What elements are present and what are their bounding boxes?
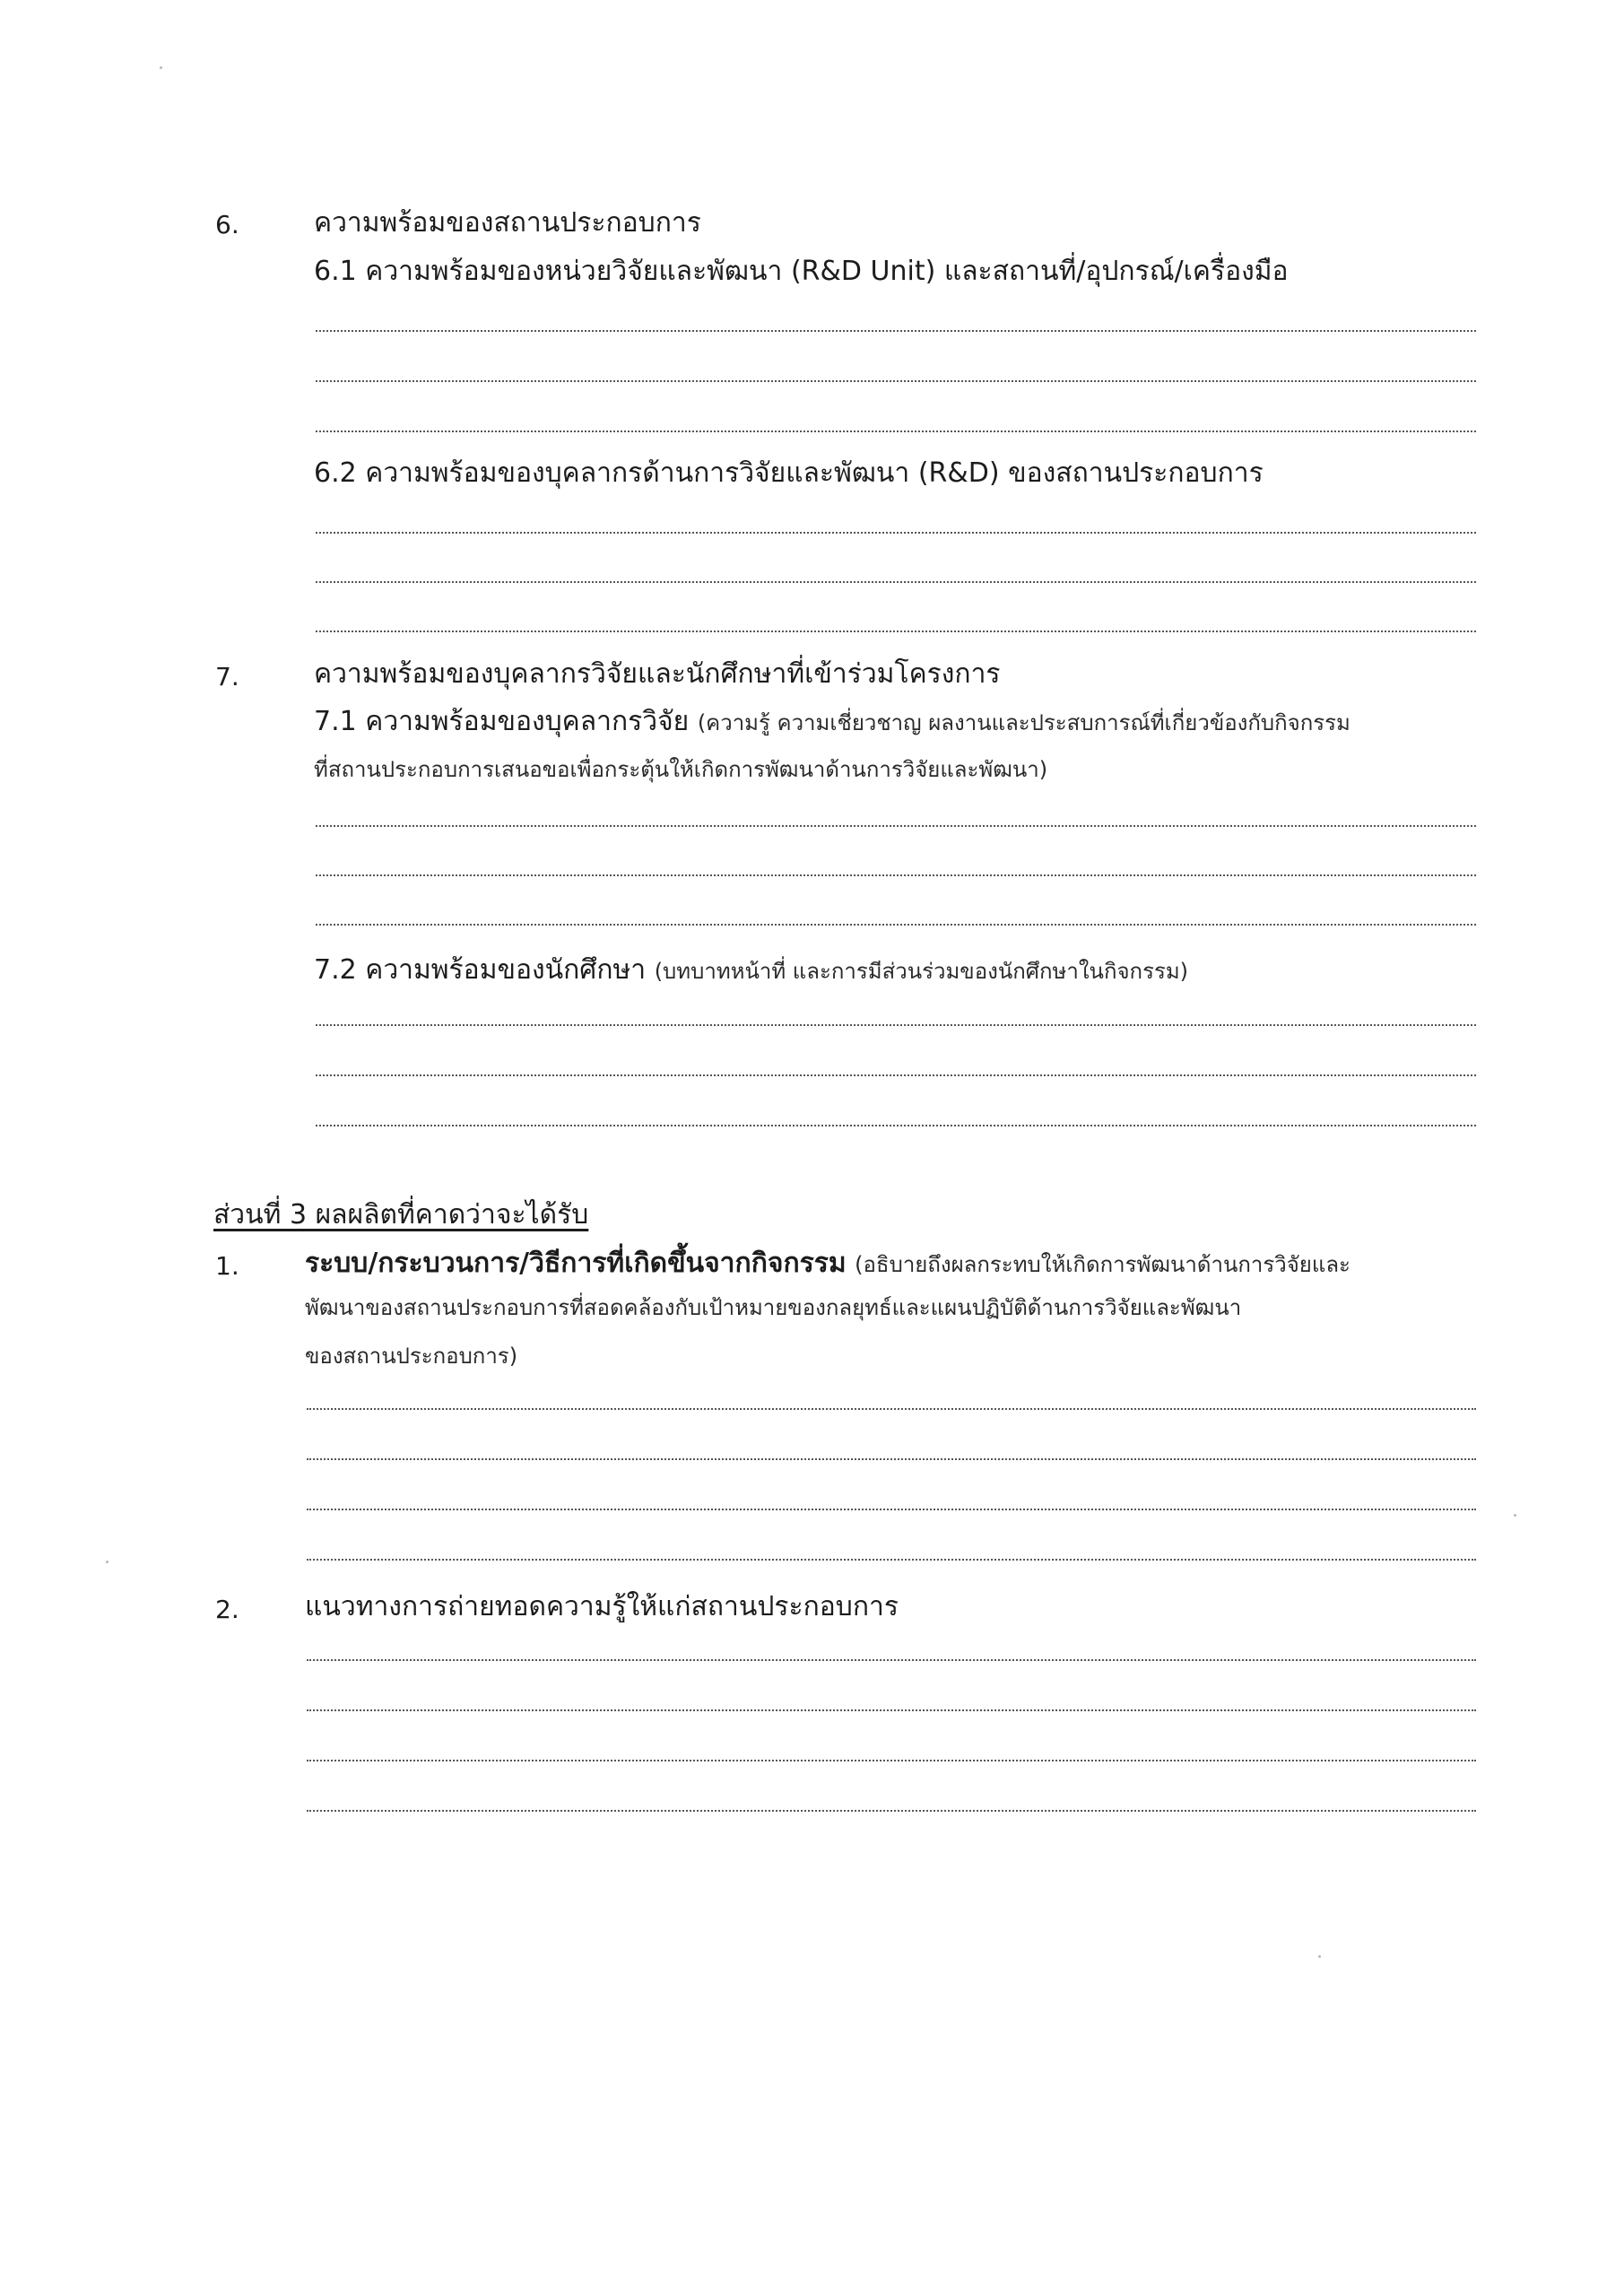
scan-speck <box>1318 1955 1321 1958</box>
answer-line[interactable] <box>316 1125 1476 1126</box>
scan-speck <box>160 66 162 69</box>
part-3-title: ส่วนที่ 3 ผลผลิตที่คาดว่าจะได้รับ <box>213 1199 589 1231</box>
answer-line[interactable] <box>316 924 1476 926</box>
part-3-item-1-number: 1. <box>215 1251 239 1281</box>
answer-line[interactable] <box>307 1659 1476 1661</box>
part-3-item-1-note-end: ของสถานประกอบการ) <box>305 1344 518 1369</box>
scan-speck <box>106 1561 109 1563</box>
part-3-item-2-label: แนวทางการถ่ายทอดความรู้ให้แก่สถานประกอบการ <box>305 1591 899 1622</box>
section-7-2-label: 7.2 ความพร้อมของนักศึกษา (บทบาทหน้าที่ และการมีส่วนร่วมของนักศึกษาในกิจกรรม) <box>314 954 1189 986</box>
section-6-2-label: 6.2 ความพร้อมของบุคลากรด้านการวิจัยและพัฒนา (R&D) ของสถานประกอบการ <box>314 457 1264 489</box>
answer-line[interactable] <box>316 330 1476 332</box>
section-6-number: 6. <box>215 210 239 239</box>
answer-line[interactable] <box>316 1024 1476 1026</box>
part-3-item-2-number: 2. <box>215 1595 239 1624</box>
part-3-item-1-note-cont: พัฒนาของสถานประกอบการที่สอดคล้องกับเป้าหมายของกลยุทธ์และแผนปฏิบัติด้านการวิจัยและพัฒนา <box>305 1295 1242 1320</box>
scan-speck <box>1514 1514 1516 1517</box>
answer-line[interactable] <box>307 1709 1476 1711</box>
section-7-1-note-cont: ที่สถานประกอบการเสนอขอเพื่อกระตุ้นให้เกิดการพัฒนาด้านการวิจัยและพัฒนา) <box>314 757 1048 782</box>
part-3-item-1-note: (อธิบายถึงผลกระทบให้เกิดการพัฒนาด้านการวิจัยและ <box>855 1252 1350 1277</box>
answer-line[interactable] <box>307 1408 1476 1410</box>
answer-line[interactable] <box>316 581 1476 583</box>
section-7-1-label: 7.1 ความพร้อมของบุคลากรวิจัย (ความรู้ ความเชี่ยวชาญ ผลงานและประสบการณ์ที่เกี่ยวข้องกับกิจกรรม <box>314 706 1350 737</box>
answer-line[interactable] <box>307 1458 1476 1460</box>
section-6-heading: ความพร้อมของสถานประกอบการ <box>314 207 701 239</box>
section-6-1-label: 6.1 ความพร้อมของหน่วยวิจัยและพัฒนา (R&D Unit) และสถานที่/อุปกรณ์/เครื่องมือ <box>314 256 1289 287</box>
answer-line[interactable] <box>316 1074 1476 1076</box>
part-3-item-1-label: ระบบ/กระบวนการ/วิธีการที่เกิดขึ้นจากกิจกรรม (อธิบายถึงผลกระทบให้เกิดการพัฒนาด้านการวิจัยและ <box>305 1248 1350 1279</box>
section-7-2-note: (บทบาทหน้าที่ และการมีส่วนร่วมของนักศึกษาในกิจกรรม) <box>654 959 1189 984</box>
answer-line[interactable] <box>316 532 1476 534</box>
section-7-number: 7. <box>215 662 239 691</box>
section-7-heading: ความพร้อมของบุคลากรวิจัยและนักศึกษาที่เข้าร่วมโครงการ <box>314 658 1001 690</box>
answer-line[interactable] <box>316 874 1476 876</box>
answer-line[interactable] <box>307 1760 1476 1761</box>
answer-line[interactable] <box>307 1810 1476 1812</box>
answer-line[interactable] <box>316 631 1476 632</box>
answer-line[interactable] <box>316 430 1476 432</box>
section-7-1-note: (ความรู้ ความเชี่ยวชาญ ผลงานและประสบการณ์ที่เกี่ยวข้องกับกิจกรรม <box>697 710 1350 735</box>
answer-line[interactable] <box>316 380 1476 382</box>
answer-line[interactable] <box>316 825 1476 827</box>
answer-line[interactable] <box>307 1559 1476 1561</box>
answer-line[interactable] <box>307 1509 1476 1510</box>
